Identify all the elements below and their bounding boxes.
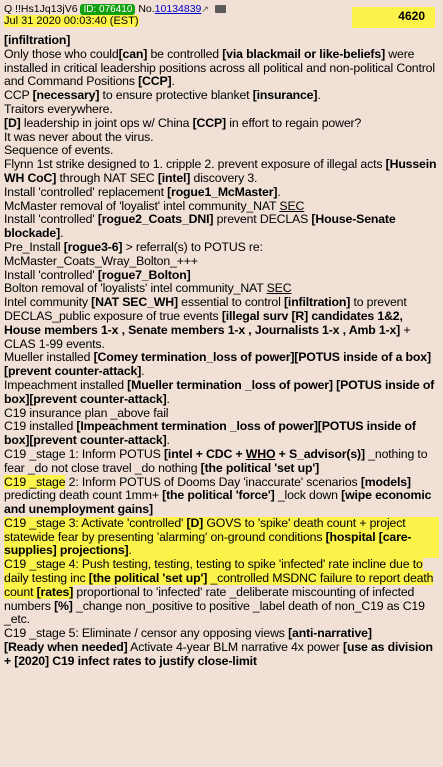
external-link-icon[interactable]: ↗ bbox=[201, 4, 209, 14]
post-count-badge: 4620 bbox=[352, 7, 435, 28]
body-line: C19 insurance plan _above fail bbox=[4, 405, 169, 420]
body-line: C19 _stage 5: Eliminate / censor any opposing views [anti-narrative] bbox=[4, 626, 372, 641]
body-line: Sequence of events. bbox=[4, 143, 114, 158]
body-line: Flynn 1st strike designed to 1. cripple 2. prevent exposure of illegal acts [Hussein WH CoC] through NAT SEC [intel] discovery 3. bbox=[4, 157, 437, 185]
post-number-link[interactable]: 10134839 bbox=[154, 3, 202, 15]
body-line: Only those who could[can] be controlled [via blackmail or like-beliefs] were installed in critical leadership positions across all political and non-political Control and Command Positions [CCP]. bbox=[4, 46, 435, 89]
body-line: Install 'controlled' [rogue7_Bolton] bbox=[4, 267, 191, 282]
body-line: C19 _stage 2: Inform POTUS of Dooms Day 'inaccurate' scenarios [models] predicting death count 1mm+ [the political 'force'] _lock down [wipe economic and unemployment gains] bbox=[4, 474, 432, 517]
body-line: Traitors everywhere. bbox=[4, 101, 113, 116]
folder-icon[interactable] bbox=[215, 5, 226, 13]
body-line: Intel community [NAT SEC_WH] essential to control [infiltration] to prevent DECLAS_public exposure of true events [illegal surv [R] candidates 1&2, House members 1-x , Senate members 1-x , Journalists 1-x , Amb 1-x] + CLAS 1-99 events. bbox=[4, 295, 411, 351]
body-line: C19 _stage 1: Inform POTUS [intel + CDC + WHO + S_advisor(s)] _nothing to fear _do not close travel _do nothing [the political 'set up'] bbox=[4, 446, 428, 475]
tripcode: !!Hs1Jq13jV6 bbox=[15, 3, 78, 15]
body-line: McMaster_Coats_Wray_Bolton_+++ bbox=[4, 253, 198, 268]
body-line: Pre_Install [rogue3-6] > referral(s) to POTUS re: bbox=[4, 239, 263, 254]
post-header bbox=[4, 3, 439, 31]
body-line-highlighted: C19 _stage 4: Push testing, testing, testing to spike 'infected' rate incline due to daily testing inc [the political 'set up'] _controlled MSDNC failure to report death count [rates] proportional to 'infected' rate _deliberate miscounting of infected numbers [%] _change non_positive to positive _label death of non_C19 as C19 _etc. bbox=[4, 557, 434, 627]
body-line-highlighted: C19 _stage 3: Activate 'controlled' [D] GOVS to 'spike' death count + project statewide fear by presenting 'alarming' on-ground conditions [hospital [care-supplies] projections]. bbox=[4, 517, 439, 558]
body-line: [D] leadership in joint ops w/ China [CCP] in effort to regain power? bbox=[4, 115, 362, 130]
body-line: Install 'controlled' replacement [rogue1_McMaster]. bbox=[4, 184, 281, 199]
post-body bbox=[4, 34, 439, 669]
body-line: McMaster removal of 'loyalist' intel community_NAT SEC bbox=[4, 198, 305, 213]
body-line: Install 'controlled' [rogue2_Coats_DNI] prevent DECLAS [House-Senate blockade]. bbox=[4, 212, 396, 241]
body-line: It was never about the virus. bbox=[4, 129, 154, 144]
body-line: Bolton removal of 'loyalists' intel community_NAT SEC bbox=[4, 281, 292, 296]
post-datetime: Jul 31 2020 00:03:40 (EST) bbox=[4, 15, 139, 27]
author-name: Q bbox=[4, 3, 13, 15]
body-line: CCP [necessary] to ensure protective blanket [insurance]. bbox=[4, 88, 321, 103]
body-line: C19 installed [Impeachment termination _loss of power][POTUS inside of box][prevent counter-attack]. bbox=[4, 419, 416, 448]
body-line: Mueller installed [Comey termination_loss of power][POTUS inside of a box][prevent counter-attack]. bbox=[4, 350, 431, 379]
body-line: Impeachment installed [Mueller termination _loss of power] [POTUS inside of box][prevent counter-attack]. bbox=[4, 377, 435, 406]
poster-id-badge[interactable]: ID: 076410 bbox=[80, 4, 135, 15]
post-number-prefix: No. bbox=[138, 3, 155, 15]
body-line: [Ready when needed] Activate 4-year BLM narrative 4x power [use as division + [2020] C19 infect rates to justify close-limit bbox=[4, 640, 433, 668]
body-line: [infiltration] bbox=[4, 33, 71, 47]
